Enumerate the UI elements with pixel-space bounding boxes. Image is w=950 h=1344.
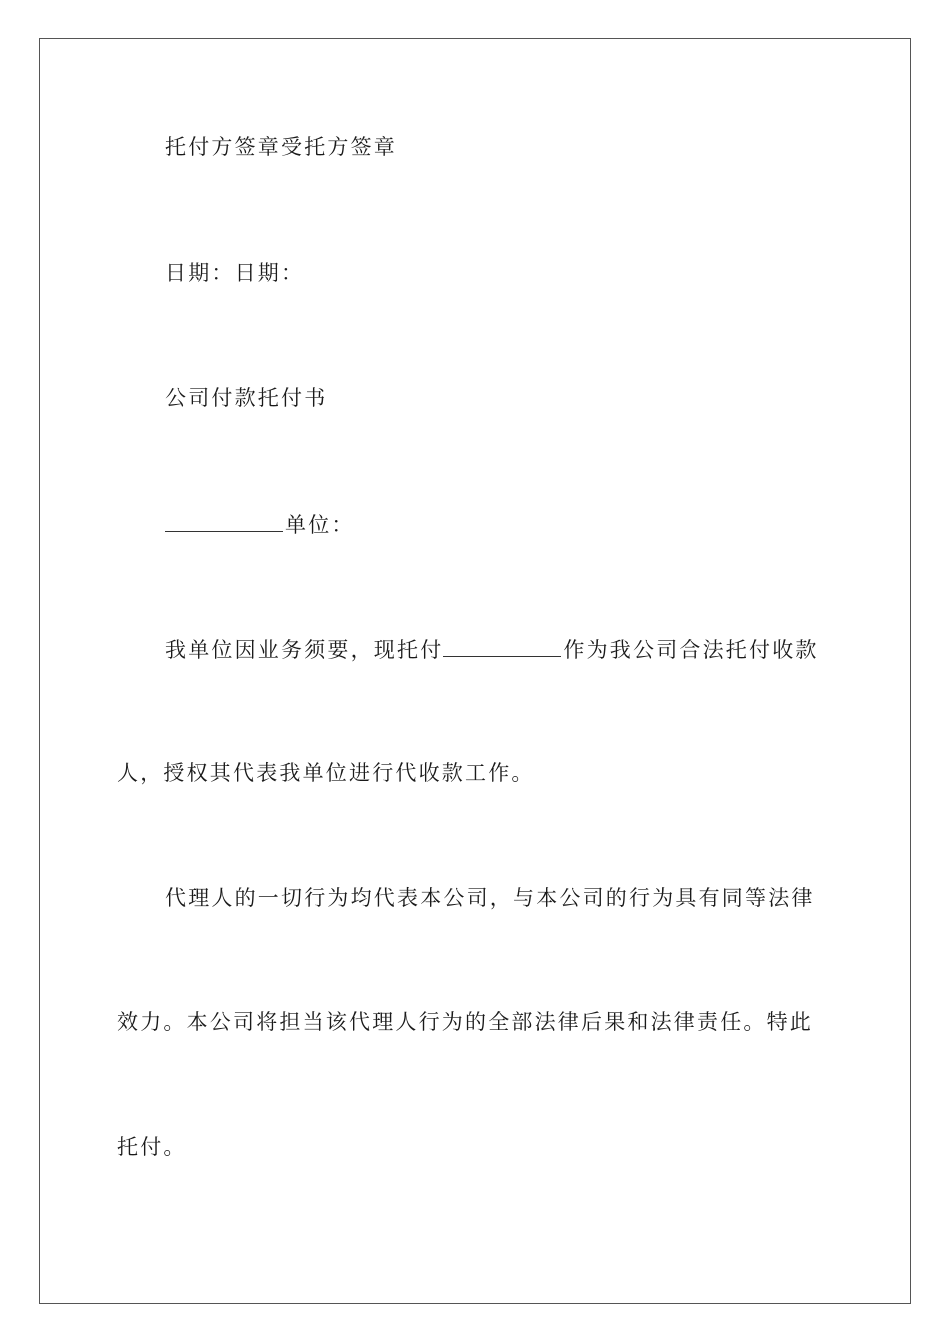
addressee-blank [165, 513, 283, 532]
paragraph-1-line-1 [165, 638, 819, 661]
agent-name-blank [443, 638, 561, 657]
paragraph-2-line-1: 代理人的一切行为均代表本公司，与本公司的行为具有同等法律 [165, 886, 815, 910]
page-border [39, 38, 911, 1304]
paragraph-2-line-2: 效力。本公司将担当该代理人行为的全部法律后果和法律责任。特此 [117, 1010, 813, 1034]
paragraph-1-text-a: 我单位因业务须要，现托付 [165, 638, 444, 662]
date-line: 日期：日期： [165, 261, 305, 285]
paragraph-1-text-b: 作为我公司合法托付收款 [563, 638, 819, 662]
addressee-line [165, 513, 355, 536]
addressee-suffix: 单位： [285, 513, 355, 537]
paragraph-2-line-3: 托付。 [117, 1135, 187, 1159]
document-title: 公司付款托付书 [165, 386, 328, 410]
paragraph-1-line-2: 人，授权其代表我单位进行代收款工作。 [117, 761, 535, 785]
signature-line: 托付方签章受托方签章 [165, 135, 397, 159]
